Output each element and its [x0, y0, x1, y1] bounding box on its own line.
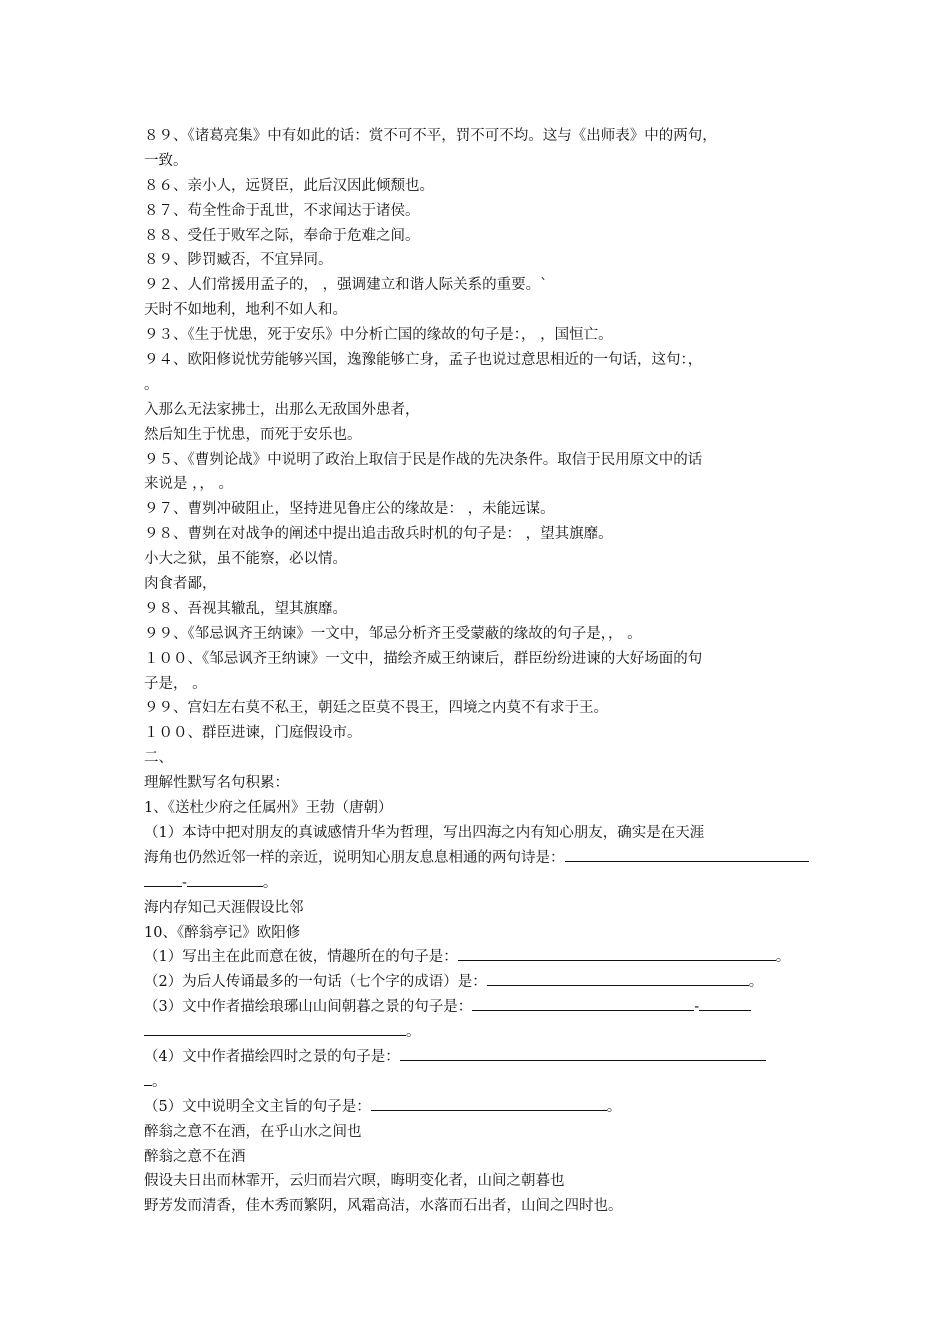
answer-blank [144, 872, 182, 887]
answer-blank [565, 847, 809, 862]
answer-line: 醉翁之意不在酒，在乎山水之间也 [144, 1123, 362, 1140]
text-line: 1、《送杜少府之任属州》王勃（唐朝） [144, 800, 393, 817]
period: 。 [748, 974, 764, 991]
question-text: （4）文中作者描绘四时之景的句子是： [144, 1048, 400, 1065]
text-line [144, 970, 812, 995]
period: 。 [262, 874, 278, 891]
text-line: ９４、欧阳修说忧劳能够兴国，逸豫能够亡身，孟子也说过意思相近的一句话，这句：， [144, 352, 703, 369]
text-line: ８９、《诸葛亮集》中有如此的话：赏不可不平，罚不可不均。这与《出师表》中的两句， [144, 128, 717, 144]
text-line: 。 [144, 376, 159, 393]
text-line: 入那么无法家拂士，出那么无敌国外患者， [144, 401, 420, 418]
answer-blank [371, 1096, 607, 1111]
text-line: （1）本诗中把对朋友的真诚感情升华为哲理，写出四海之内有知心朋友，确实是在天涯 [144, 824, 705, 841]
text-line: ９９、《邹忌讽齐王纳谏》一文中，邹忌分析齐王受蒙蔽的缘故的句子是，， 。 [144, 625, 642, 642]
question-text: （2）为后人传诵最多的一句话（七个字的成语）是： [144, 974, 487, 991]
answer-blank [458, 946, 776, 961]
text-line [144, 995, 812, 1020]
text-line: ８６、亲小人，远贤臣，此后汉因此倾颓也。 [144, 177, 434, 194]
text-line [144, 1070, 812, 1095]
text-line: ９２、人们常援用孟子的， ，强调建立和谐人际关系的重要。` [144, 277, 548, 294]
text-line [144, 1045, 812, 1070]
text-line: ９９、宫妇左右莫不私王，朝廷之臣莫不畏王，四境之内莫不有求于王。 [144, 700, 608, 717]
text-line: 来说是 ，， 。 [144, 476, 233, 493]
text-line [144, 945, 812, 970]
answer-blank [187, 872, 263, 887]
text-line: 然后知生于忧患，而死于安乐也。 [144, 426, 362, 443]
answer-line: 野芳发而清香，佳木秀而繁阴，风霜高洁，水落而石出者，山间之四时也。 [144, 1198, 623, 1215]
period: 。 [775, 949, 791, 966]
question-text: （1）写出主在此而意在彼，情趣所在的句子是： [144, 949, 458, 966]
text-line: １００、群臣进谏，门庭假设市。 [144, 725, 362, 742]
answer-line: 假设夫日出而林霏开，云归而岩穴暝，晦明变化者，山间之朝暮也 [144, 1173, 565, 1190]
dash: - [694, 999, 700, 1016]
document-page [144, 124, 812, 1219]
answer-blank [487, 971, 749, 986]
answer-blank [472, 996, 694, 1011]
answer-line: 海内存知己天涯假设比邻 [144, 899, 304, 916]
dash: - [182, 874, 187, 891]
text-line: 天时不如地利，地利不如人和。 [144, 302, 347, 319]
answer-blank [144, 1071, 152, 1086]
question-text: （5）文中说明全文主旨的句子是： [144, 1098, 371, 1115]
text-line: 子是， 。 [144, 675, 207, 692]
text-line [144, 1020, 812, 1045]
text-line: 肉食者鄙， [144, 576, 217, 593]
text-line: ９７、曹刿冲破阻止，坚持进见鲁庄公的缘故是： ，未能远谋。 [144, 501, 555, 518]
text-line: 10、《醉翁亭记》欧阳修 [144, 924, 301, 941]
question-text: （3）文中作者描绘琅琊山山间朝暮之景的句子是： [144, 999, 473, 1016]
text-line: ９３、《生于忧患，死于安乐》中分析亡国的缘故的句子是：， ，国恒亡。 [144, 327, 613, 344]
section-heading: 理解性默写名句积累： [144, 775, 289, 792]
text-line: ９８、曹刿在对战争的阐述中提出追击敌兵时机的句子是： ，望其旗靡。 [144, 526, 613, 543]
text-line: ８９、陟罚臧否，不宜异同。 [144, 252, 333, 269]
period: 。 [152, 1073, 167, 1090]
text-line [144, 871, 812, 896]
text-line: ９８、吾视其辙乱，望其旗靡。 [144, 600, 347, 617]
period: 。 [606, 1098, 622, 1115]
period: 。 [406, 1024, 421, 1041]
answer-blank [400, 1046, 766, 1061]
text-line: 小大之狱，虽不能察，必以情。 [144, 551, 347, 568]
text-line [144, 846, 812, 871]
text-line [144, 1095, 812, 1120]
text-line: ８７、苟全性命于乱世，不求闻达于诸侯。 [144, 202, 420, 219]
answer-line: 醉翁之意不在酒 [144, 1148, 246, 1165]
question-text: 海角也仍然近邻一样的亲近，说明知心朋友息息相通的两句诗是： [144, 849, 565, 866]
text-line: ９５、《曹刿论战》中说明了政治上取信于民是作战的先决条件。取信于民用原文中的话 [144, 451, 703, 468]
text-line: ８８、受任于败军之际，奉命于危难之间。 [144, 227, 420, 244]
section-heading: 二、 [144, 750, 173, 767]
text-line: １００、《邹忌讽齐王纳谏》一文中，描绘齐威王纳谏后，群臣纷纷进谏的大好场面的句 [144, 650, 703, 667]
text-line: 一致。 [144, 152, 188, 169]
answer-blank [699, 996, 751, 1011]
answer-blank [144, 1021, 406, 1036]
